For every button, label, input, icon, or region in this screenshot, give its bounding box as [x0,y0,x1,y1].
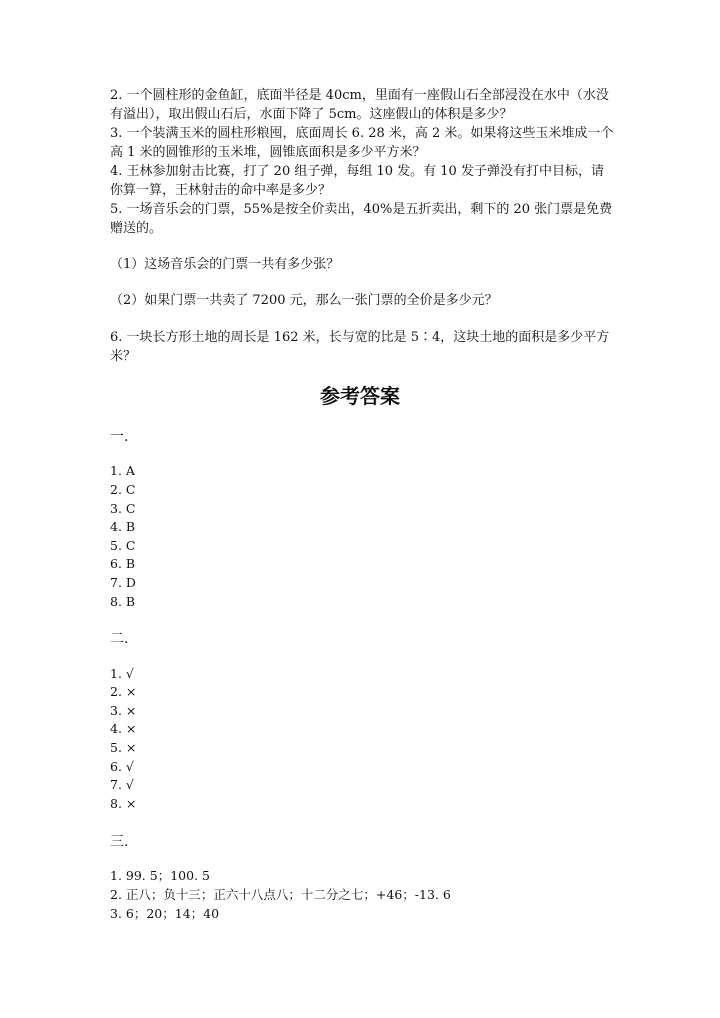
answer-item: 6. B [110,556,136,571]
answer-item: 3. C [110,501,136,516]
answer-item: 8. × [110,796,137,811]
answer-item: 8. B [110,594,136,609]
answer-item: 1. √ [110,666,134,681]
answer-item: 2. C [110,482,136,497]
answer-item: 3. × [110,703,137,718]
question-2: 2. 一个圆柱形的金鱼缸，底面半径是 40cm，里面有一座假山石全部浸没在水中（水没有溢出），取出假山石后，水面下降了 5cm。这座假山的体积是多少？ [110,88,609,122]
question-5-sub-2: （2）如果门票一共卖了 7200 元，那么一张门票的全价是多少元？ [110,293,498,308]
answer-item: 5. × [110,740,137,755]
answers-title: 参考答案 [320,384,400,408]
question-5: 5. 一场音乐会的门票，55%是按全价卖出，40%是五折卖出，剩下的 20 张门票是免费赠送的。 [110,202,613,236]
answer-item: 2. × [110,684,137,699]
answer-item: 1. A [110,463,135,478]
section-2-heading: 二. [110,631,129,647]
answer-item: 7. D [110,575,136,590]
question-6: 6. 一块长方形土地的周长是 162 米，长与宽的比是 5∶4，这块土地的面积是多少平方米？ [110,330,610,364]
answer-item: 1. 99. 5；100. 5 [110,868,210,883]
question-5-sub-1: （1）这场音乐会的门票一共有多少张？ [110,257,340,272]
section-3-heading: 三. [110,834,129,850]
answer-item: 5. C [110,538,136,553]
question-4: 4. 王林参加射击比赛，打了 20 组子弹，每组 10 发。有 10 发子弹没有打中目标，请你算一算，王林射击的命中率是多少？ [110,164,604,198]
answer-item: 4. × [110,721,137,736]
answer-item: 3. 6；20；14；40 [110,906,220,921]
answer-item: 7. √ [110,777,134,792]
answer-item: 4. B [110,519,136,534]
answer-item: 6. √ [110,759,134,774]
section-1-heading: 一. [110,429,129,445]
answer-item: 2. 正八；负十三；正六十八点八；十二分之七；+46；-13. 6 [110,887,451,902]
question-3: 3. 一个装满玉米的圆柱形粮囤，底面周长 6. 28 米，高 2 米。如果将这些玉米堆成一个高 1 米的圆锥形的玉米堆，圆锥底面积是多少平方米？ [110,126,614,160]
